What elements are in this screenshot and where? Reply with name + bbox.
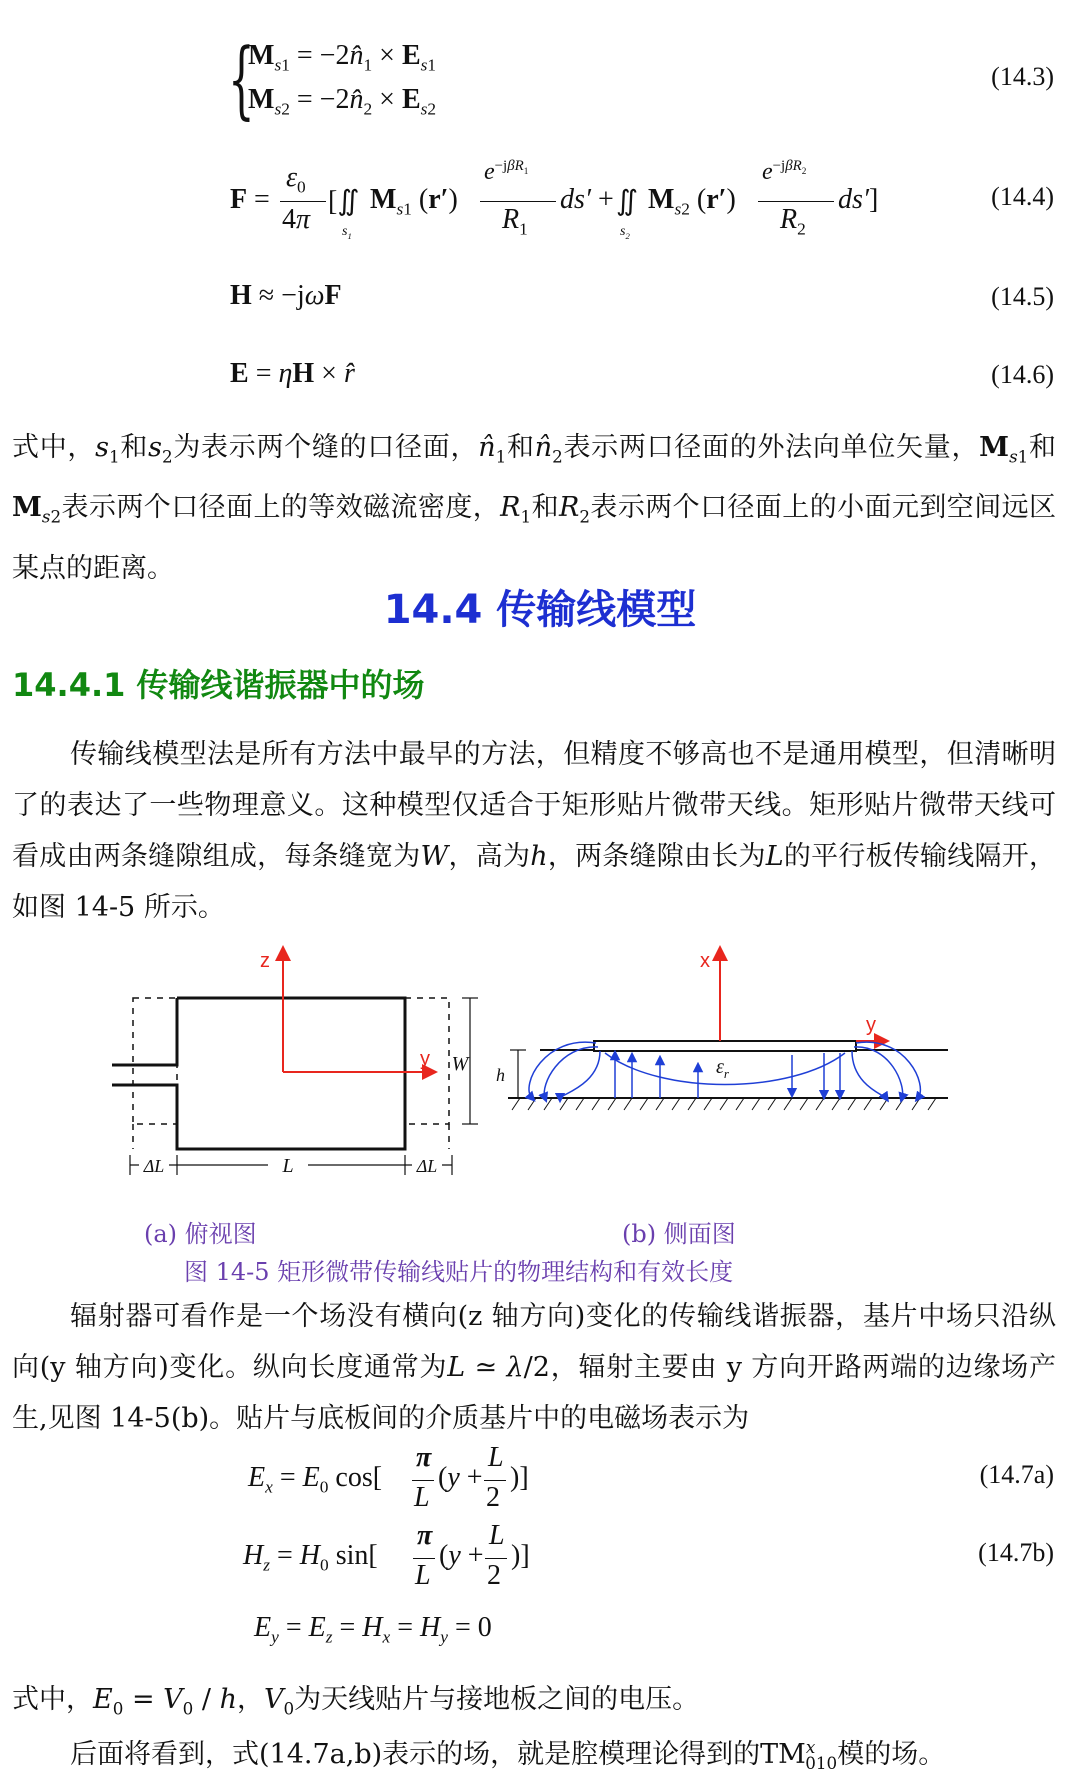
axis-label-y-side: y (866, 1014, 876, 1036)
equation-number: (14.4) (991, 182, 1054, 211)
equation-number: (14.5) (991, 282, 1054, 311)
equation-14-6: E = ηH × r̂ (230, 358, 355, 389)
dim-label-dL-right: ΔL (416, 1156, 438, 1176)
brace: { (228, 30, 255, 128)
axis-label-x: x (700, 950, 710, 972)
axis-label-y-top: y (420, 1048, 430, 1070)
equation-number: (14.6) (991, 360, 1054, 389)
figure-caption: 图 14-5 矩形微带传输线贴片的物理结构和有效长度 (184, 1258, 734, 1286)
paragraph-3: 辐射器可看作是一个场没有横向(z 轴方向)变化的传输线谐振器，基片中场只沿纵向(y 轴方向)变化。纵向长度通常为L ≃ λ/2，辐射主要由 y 方向开路两端的边缘场产生,见图 14-5(b)。贴片与底板间的介质基片中的电磁场表示为 (12, 1301, 1057, 1434)
dim-label-h: h (496, 1065, 505, 1085)
paragraph-1: 式中，$s_1$和$s_2$为表示两个缝的口径面，$n̂_1$和$n̂_2$表示两口径面的外法向单位矢量，$M_{s1}$和$M_{s2}$表示两个口径面上的等效磁流密度，$R_1$和$R_2$表示两个口径面上的小面元到空间远区某点的距离。 (12, 432, 1057, 584)
dielectric-label: $\varepsilon_r$ (716, 1056, 729, 1081)
dim-label-L: L (282, 1155, 294, 1177)
figure-caption-a: (a) 俯视图 (144, 1220, 257, 1248)
figure-caption-b: (b) 侧面图 (622, 1220, 736, 1248)
equation-number: (14.7a) (979, 1460, 1054, 1489)
dim-label-W: W (451, 1053, 469, 1075)
equation-number: (14.7b) (978, 1538, 1054, 1567)
figure-14-5 (0, 945, 1080, 1185)
equation-14-4: F = $\varepsilon_0$ 4π [∬ $s_1$ $M_{s1}$ (r′) $e^{-j\beta R_1}$ $R_1$ ds′ + ∬ $s_2$ $M_{s2}$ (r′) $e^{-j\beta R_2}$ $R_2$ ds′] (230, 158, 879, 241)
side-view-diagram (508, 953, 948, 1110)
equation-number: (14.3) (991, 62, 1054, 91)
equation-14-3: { $M_{s1}$ = $-2n̂_1 \times E_{s1}$ $M_{s2}$ = $-2n̂_2 \times E_{s2}$ (228, 30, 437, 128)
equation-14-5: H ≈ −jωF (230, 280, 342, 311)
paragraph-2: 传输线模型法是所有方法中最早的方法，但精度不够高也不是通用模型，但清晰明了的表达了一些物理意义。这种模型仅适合于矩形贴片微带天线。矩形贴片微带天线可看成由两条缝隙组成，每条缝宽为W，高为h，两条缝隙由长为L的平行板传输线隔开，如图 14-5 所示。 (12, 739, 1056, 923)
equation-14-7a: $E_x = E_0$ cos[ π L (y + L 2 )] (248, 1442, 529, 1513)
section-title: 14.4 传输线模型 (383, 587, 697, 633)
paragraph-5: 后面将看到，式(14.7a,b)表示的场，就是腔模理论得到的$TM^x_{010}$模的场。 (70, 1737, 946, 1774)
paragraph-4: 式中，$E_0 = V_0 / h$，$V_0$为天线贴片与接地板之间的电压。 (12, 1684, 700, 1719)
equation-14-7b: $H_z = H_0$ sin[ π L (y + L 2 )] (243, 1520, 530, 1591)
dim-label-dL-left: ΔL (143, 1156, 165, 1176)
axis-label-z: z (260, 950, 270, 972)
subsection-title: 14.4.1 传输线谐振器中的场 (12, 666, 425, 704)
equation-zero-fields: $E_y = E_z = H_x = H_y = 0$ (254, 1612, 492, 1647)
